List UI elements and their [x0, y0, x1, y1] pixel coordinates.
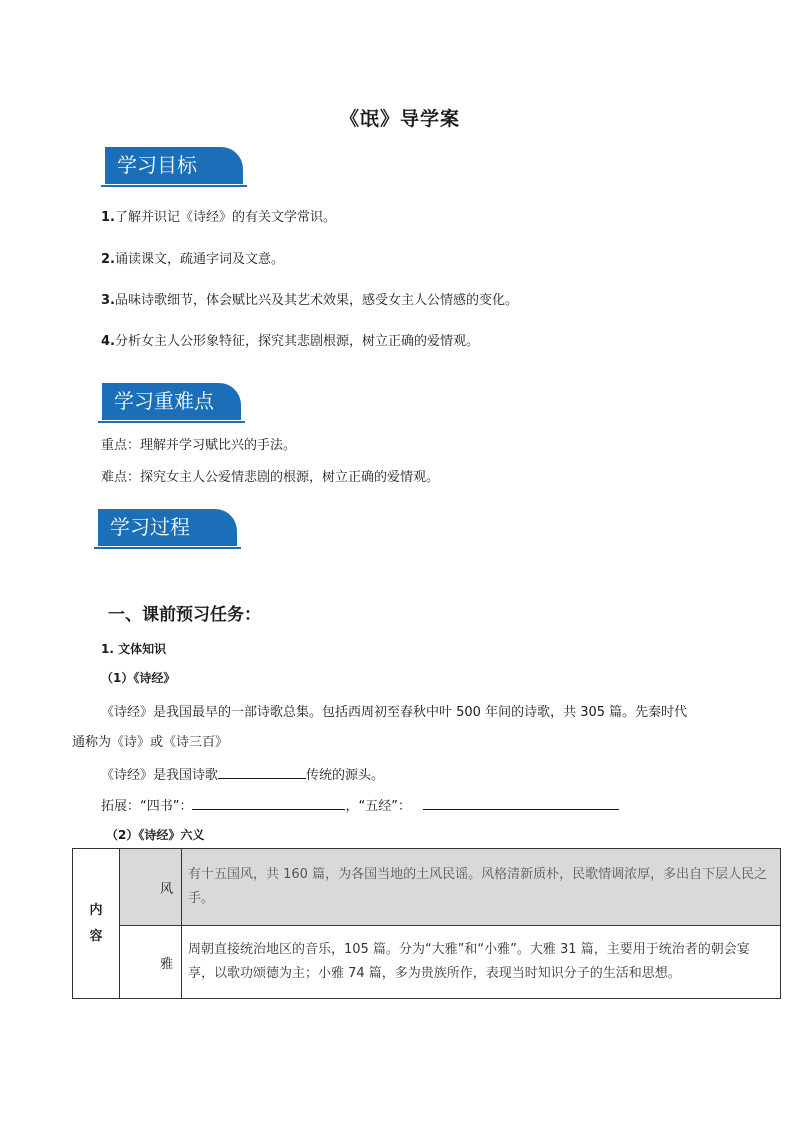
answer-blank-four-books[interactable]	[192, 795, 345, 810]
paragraph-line: 《诗经》是我国最早的一部诗歌总集。包括西周初至春秋中叶 500 年间的诗歌，共 305 篇。先秦时代	[101, 705, 688, 720]
row-name: 风	[120, 849, 182, 926]
fill-blank-sentence	[101, 795, 619, 814]
goal-number: 2.	[101, 252, 115, 267]
page-title: 《氓》导学案	[339, 108, 460, 130]
fill-blank-sentence	[101, 764, 384, 783]
difficult-point: 难点：探究女主人公爱情悲剧的根源，树立正确的爱情观。	[101, 470, 440, 485]
goal-text: 了解并识记《诗经》的有关文学常识。	[114, 210, 336, 225]
answer-blank[interactable]	[218, 764, 306, 779]
section-tab-goals: 学习目标	[105, 147, 243, 184]
row-text: 周朝直接统治地区的音乐，105 篇。分为“大雅”和“小雅”。大雅 31 篇，主要用于统治者的朝会宴享，以歌功颂德为主；小雅 74 篇，多为贵族所作，表现当时知识分子的生活和思想。	[182, 926, 781, 999]
sentence-start: 《诗经》是我国诗歌	[101, 768, 219, 783]
goal-text: 品味诗歌细节，体会赋比兴及其艺术效果，感受女主人公情感的变化。	[114, 293, 518, 308]
category-cell	[73, 849, 120, 999]
table-row	[73, 849, 781, 926]
key-point: 重点：理解并学习赋比兴的手法。	[101, 438, 297, 453]
six-meanings-table	[72, 848, 781, 999]
goal-item-3	[101, 289, 518, 308]
section-tab-process: 学习过程	[98, 509, 237, 546]
item-title-shijing: （1）《诗经》	[101, 671, 176, 685]
item-title-six-meanings: （2）《诗经》六义	[106, 828, 205, 842]
goal-number: 4.	[101, 334, 115, 349]
answer-blank-five-classics[interactable]	[423, 795, 619, 810]
category-label: 内 容	[89, 902, 103, 944]
table-row	[73, 926, 781, 999]
goal-item-2	[101, 248, 284, 267]
section-tab-keypoints: 学习重难点	[102, 383, 241, 420]
goal-item-4	[101, 330, 479, 349]
goal-item-1	[101, 206, 336, 225]
goal-number: 3.	[101, 293, 115, 308]
row-text: 有十五国风，共 160 篇，为各国当地的土风民谣。风格清新质朴，民歌情调浓厚，多出自下层人民之手。	[182, 849, 781, 926]
paragraph-line: 通称为《诗》或《诗三百》	[72, 735, 229, 750]
goal-text: 诵读课文，疏通字词及文意。	[114, 252, 284, 267]
goal-number: 1.	[101, 210, 115, 225]
sentence-mid: ，“五经”：	[345, 799, 411, 814]
row-name: 雅	[120, 926, 182, 999]
subsection-title: 1. 文体知识	[101, 642, 167, 656]
sentence-start: 拓展：“四书”：	[101, 799, 193, 814]
goal-text: 分析女主人公形象特征，探究其悲剧根源，树立正确的爱情观。	[114, 334, 479, 349]
preview-heading: 一、课前预习任务：	[108, 605, 261, 625]
sentence-end: 传统的源头。	[306, 768, 385, 783]
